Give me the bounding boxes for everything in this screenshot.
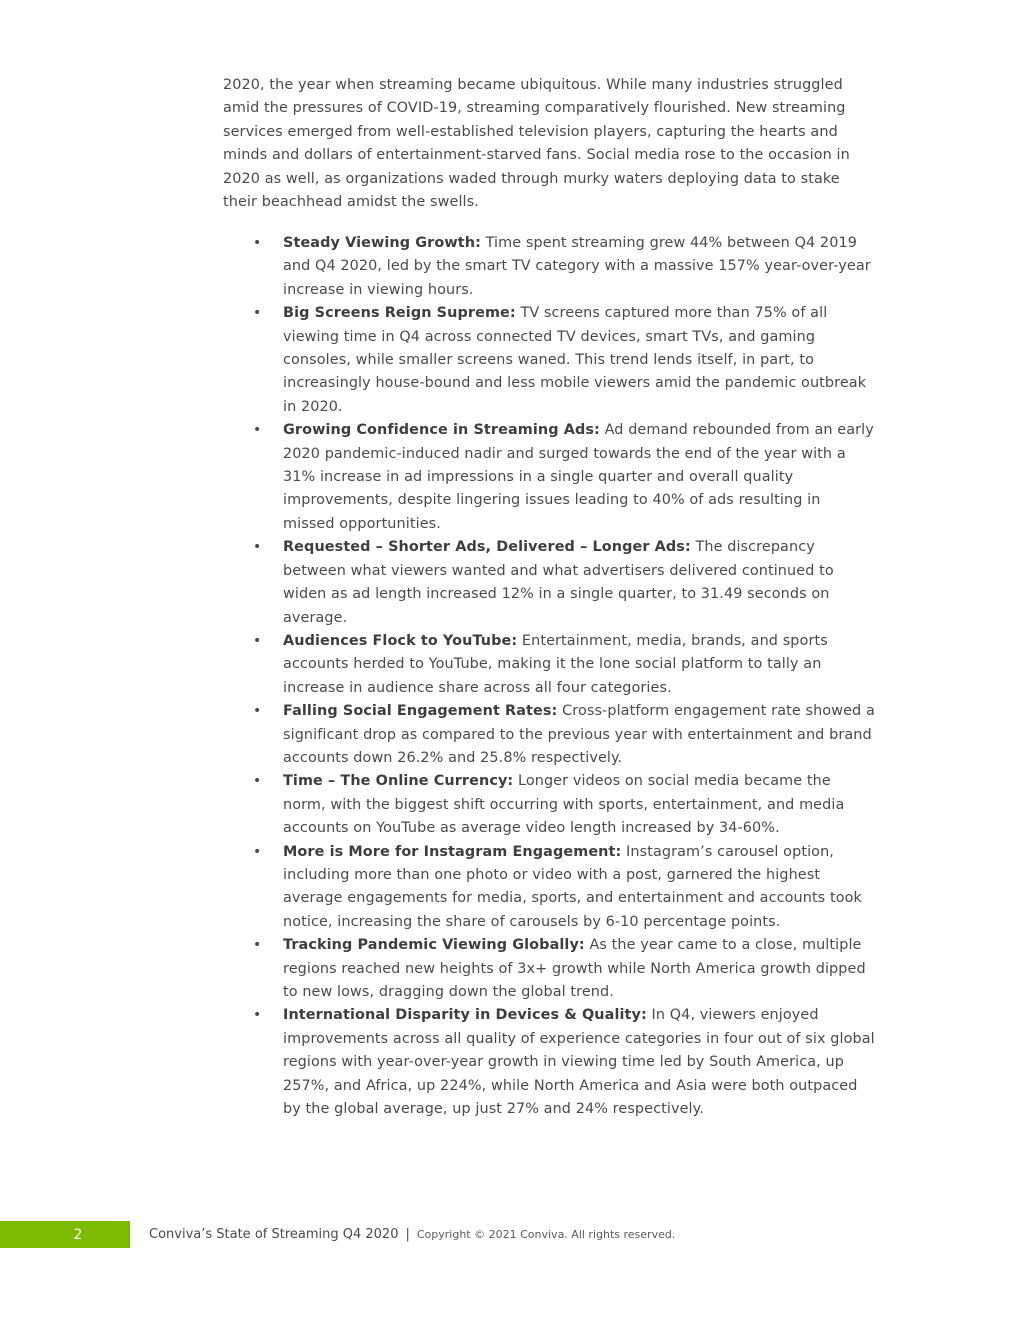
bullet-text: Longer videos on social media became the norm, with the biggest shift occurring with sports, entertainment, and media accounts on YouTube as average video length increased by 34-60%. — [283, 773, 845, 837]
intro-paragraph: 2020, the year when streaming became ubiquitous. While many industries struggled amid the pressures of COVID-19, streaming comparatively flourished. New streaming services emerged from well-established television players, capturing the hearts and minds and dollars of entertainment-starved fans. Social media rose to the occasion in 2020 as well, as organizations waded through murky waters deploying data to stake their beachhead amidst the swells. — [223, 77, 850, 211]
list-item — [223, 630, 875, 700]
page-number-bar — [0, 1221, 130, 1248]
list-item — [223, 700, 875, 770]
bullet-text: Entertainment, media, brands, and sports accounts herded to YouTube, making it the lone social platform to tally an increase in audience share across all four categories. — [283, 632, 828, 696]
bullet-heading: International Disparity in Devices & Quality: — [283, 1007, 647, 1024]
bullet-icon: • — [253, 422, 262, 439]
bullet-heading: Falling Social Engagement Rates: — [283, 703, 558, 720]
bullet-text: Time spent streaming grew 44% between Q4 2019 and Q4 2020, led by the smart TV category with a massive 157% year-over-year increase in viewing hours. — [283, 235, 871, 298]
bullet-text: As the year came to a close, multiple regions reached new heights of 3x+ growth while North America growth dipped to new lows, dragging down the global trend. — [283, 937, 866, 1000]
list-item — [223, 1004, 875, 1121]
bullet-icon: • — [253, 305, 262, 322]
bullet-text: Instagram’s carousel option, including more than one photo or video with a post, garnered the highest average engagements for media, sports, and entertainment and accounts took notice, increasing the share of carousels by 6-10 percentage points. — [283, 843, 862, 930]
bullet-heading: Tracking Pandemic Viewing Globally: — [283, 937, 585, 954]
bullet-heading: Steady Viewing Growth: — [283, 235, 481, 251]
footer-title: Conviva’s State of Streaming Q4 2020 — [149, 1227, 399, 1242]
bullet-icon: • — [253, 843, 262, 860]
bullet-text: The discrepancy between what viewers wanted and what advertisers delivered continued to widen as ad length increased 12% in a single quarter, to 31.49 seconds on average. — [283, 539, 834, 626]
list-item — [223, 302, 875, 419]
footer-separator: | — [405, 1227, 410, 1242]
list-item — [223, 934, 875, 1004]
list-item — [223, 770, 875, 840]
bullet-heading: Growing Confidence in Streaming Ads: — [283, 422, 600, 439]
bullet-icon: • — [253, 1007, 262, 1024]
footer — [149, 1221, 675, 1248]
bullet-heading: Time – The Online Currency: — [283, 773, 514, 790]
page-number: 2 — [73, 1226, 83, 1243]
list-item — [223, 419, 875, 536]
list-item — [223, 841, 875, 935]
bullet-text: In Q4, viewers enjoyed improvements across all quality of experience categories in four out of six global regions with year-over-year growth in viewing time led by South America, up 257%, and Africa, up 224%, while North America and Asia were both outpaced by the global average, up just 27% and 24% respectively. — [283, 1007, 875, 1118]
list-item — [223, 232, 875, 302]
list-item — [223, 536, 875, 630]
bullet-icon: • — [253, 937, 262, 954]
key-findings-list — [223, 232, 875, 1121]
bullet-heading: Requested – Shorter Ads, Delivered – Longer Ads: — [283, 539, 691, 556]
bullet-text: Ad demand rebounded from an early 2020 pandemic-induced nadir and surged towards the end of the year with a 31% increase in ad impressions in a single quarter and overall quality improvements, despite lingering issues leading to 40% of ads resulting in missed opportunities. — [283, 422, 874, 532]
footer-copyright: Copyright © 2021 Conviva. All rights reserved. — [416, 1228, 676, 1241]
bullet-heading: Audiences Flock to YouTube: — [283, 632, 518, 649]
bullet-icon: • — [253, 773, 262, 790]
bullet-icon: • — [253, 703, 262, 720]
bullet-icon: • — [253, 235, 262, 251]
bullet-icon: • — [253, 632, 262, 649]
bullet-text: Cross-platform engagement rate showed a significant drop as compared to the previous year with entertainment and brand accounts down 26.2% and 25.8% respectively. — [283, 703, 875, 766]
bullet-text: TV screens captured more than 75% of all viewing time in Q4 across connected TV devices, smart TVs, and gaming consoles, while smaller screens waned. This trend lends itself, in part, to increasingly house-bound and less mobile viewers amid the pandemic outbreak in 2020. — [283, 305, 867, 415]
bullet-icon: • — [253, 539, 262, 556]
bullet-heading: More is More for Instagram Engagement: — [283, 843, 622, 860]
bullet-heading: Big Screens Reign Supreme: — [283, 305, 516, 322]
